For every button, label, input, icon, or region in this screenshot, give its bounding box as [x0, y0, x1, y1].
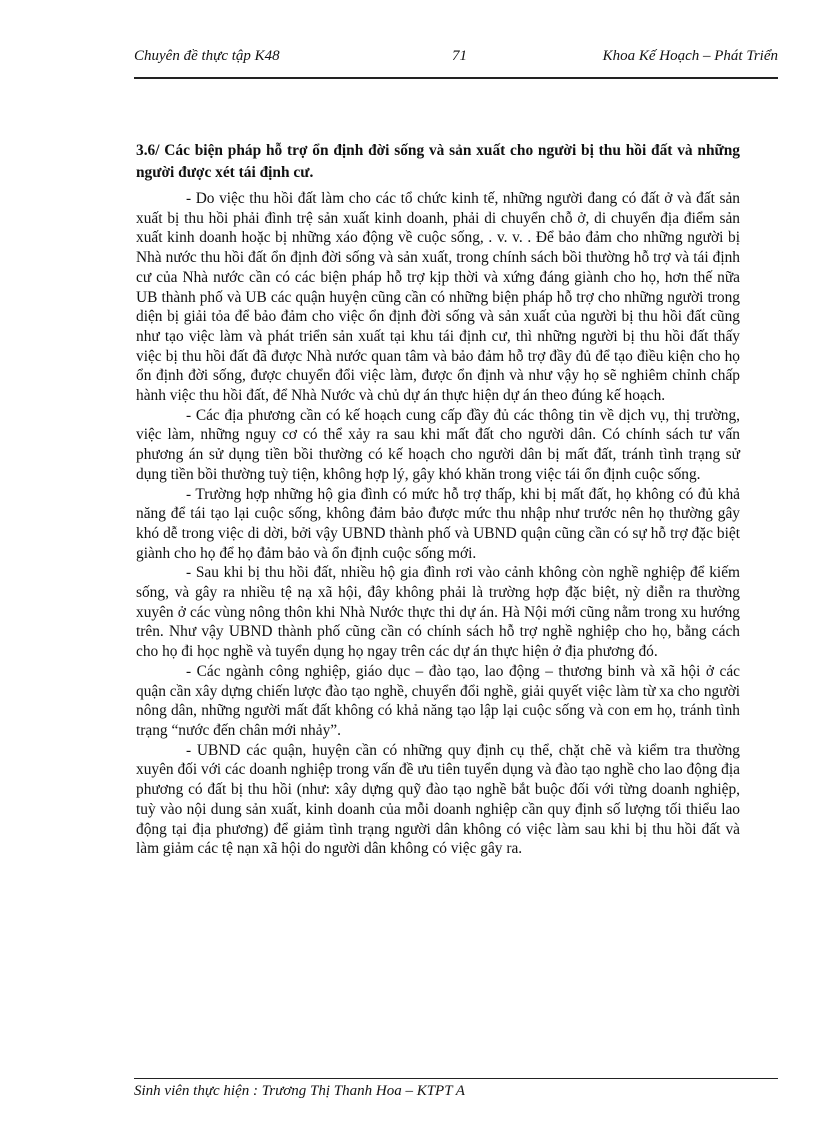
header-divider [134, 77, 778, 79]
paragraph: - Trường hợp những hộ gia đình có mức hỗ trợ thấp, khi bị mất đất, họ không có đủ khả năng để tái tạo lại cuộc sống, không đảm bảo được mức thu nhập như trước nên họ thường gây khó dễ trong việc di dời, bởi vậy UBND thành phố và UBND quận cũng cần có sự hỗ trợ đặc biệt giành cho họ để họ đảm bảo và ổn định cuộc sống mới. [136, 485, 740, 562]
paragraph: - Do việc thu hồi đất làm cho các tổ chức kinh tế, những người đang có đất ở và đất sản xuất bị thu hồi phải đình trệ sản xuất kinh doanh, phải di chuyển chỗ ở, di chuyển địa điểm sản xuất kinh doanh hoặc bị những xáo động về cuộc sống, . v. v. . Để bảo đảm cho những người bị Nhà nước thu hồi đất ổn định đời sống và sản xuất, trong chính sách bồi thường hỗ trợ và tái định cư của Nhà nước cần có các biện pháp hỗ trợ kịp thời và xứng đáng giành cho họ, hơn thế nữa UB thành phố và UB các quận huyện cũng cần có những biện pháp hỗ trợ cho những người trong diện bị giải tỏa để bảo đảm cho việc ổn định đời sống và sản xuất của người bị thu hồi đất cũng như tạo việc làm và phát triển sản xuất tại khu tái định cư, thì những người bị thu hồi đất thấy việc bị thu hồi đất đã được Nhà nước quan tâm và bảo đảm hỗ trợ đầy đủ để tạo điều kiện cho họ ổn định đời sống, được chuyển đổi việc làm, được ổn định và như vậy họ sẽ nghiêm chỉnh chấp hành việc thu hồi đất, để Nhà Nước và chủ dự án thực hiện dự án theo đúng kế hoạch. [136, 190, 740, 405]
paragraph: - Các ngành công nghiệp, giáo dục – đào tạo, lao động – thương binh và xã hội ở các quận cần xây dựng chiến lược đào tạo nghề, chuyển đổi nghề, giải quyết việc làm từ xa cho người nông dân, những người mất đất không có khả năng tạo lập lại cuộc sống và con em họ, tránh tình trạng “nước đến chân mới nhảy”. [136, 662, 740, 739]
header-course-title: Chuyên đề thực tập K48 [134, 48, 280, 64]
page-number: 71 [452, 48, 467, 64]
main-content [136, 140, 740, 859]
page-header [134, 48, 778, 70]
header-faculty: Khoa Kế Hoạch – Phát Triển [602, 48, 778, 64]
page-footer: Sinh viên thực hiện : Trương Thị Thanh Hoa – KTPT A [134, 1083, 465, 1099]
footer-divider [134, 1078, 778, 1079]
paragraph: - Các địa phương cần có kế hoạch cung cấp đầy đủ các thông tin về dịch vụ, thị trường, việc làm, những nguy cơ có thể xảy ra sau khi mất đất cho người dân. Có chính sách tư vấn phương án sử dụng tiền bồi thường có kế hoạch cho người dân bị mất đất, tránh tình trạng sử dụng tiền bồi thường tuỳ tiện, không hợp lý, gây khó khăn trong việc tái ổn định cuộc sống. [136, 406, 740, 483]
section-title: 3.6/ Các biện pháp hỗ trợ ổn định đời sống và sản xuất cho người bị thu hồi đất và những người được xét tái định cư. [136, 142, 740, 181]
paragraph: - UBND các quận, huyện cần có những quy định cụ thể, chặt chẽ và kiểm tra thường xuyên đối với các doanh nghiệp trong vấn đề ưu tiên tuyển dụng và đào tạo nghề cho lao động địa phương có đất bị thu hồi (như: xây dựng quỹ đào tạo nghề bắt buộc đối với từng doanh nghiệp, tuỳ vào nội dung sản xuất, kinh doanh của mỗi doanh nghiệp cần quy định số lượng tối thiểu lao động tại địa phương) để giảm tình trạng người dân không có việc làm sau khi bị thu hồi đất và làm giảm các tệ nạn xã hội do người dân không có việc gây ra. [136, 741, 740, 858]
paragraph: - Sau khi bị thu hồi đất, nhiều hộ gia đình rơi vào cảnh không còn nghề nghiệp để kiếm sống, và gây ra nhiều tệ nạ xã hội, đây không phải là trường hợp đặc biệt, nỳ diễn ra thường xuyên ở các vùng nông thôn khi Nhà Nước thực thi dự án. Hà Nội mới cũng nằm trong xu hướng trên. Như vậy UBND thành phố cũng cần có chính sách hỗ trợ nghề nghiệp cho họ, bằng cách cho họ đi học nghề và tuyển dụng họ ngay trên các dự án thực hiện ở địa phương đó. [136, 564, 740, 661]
